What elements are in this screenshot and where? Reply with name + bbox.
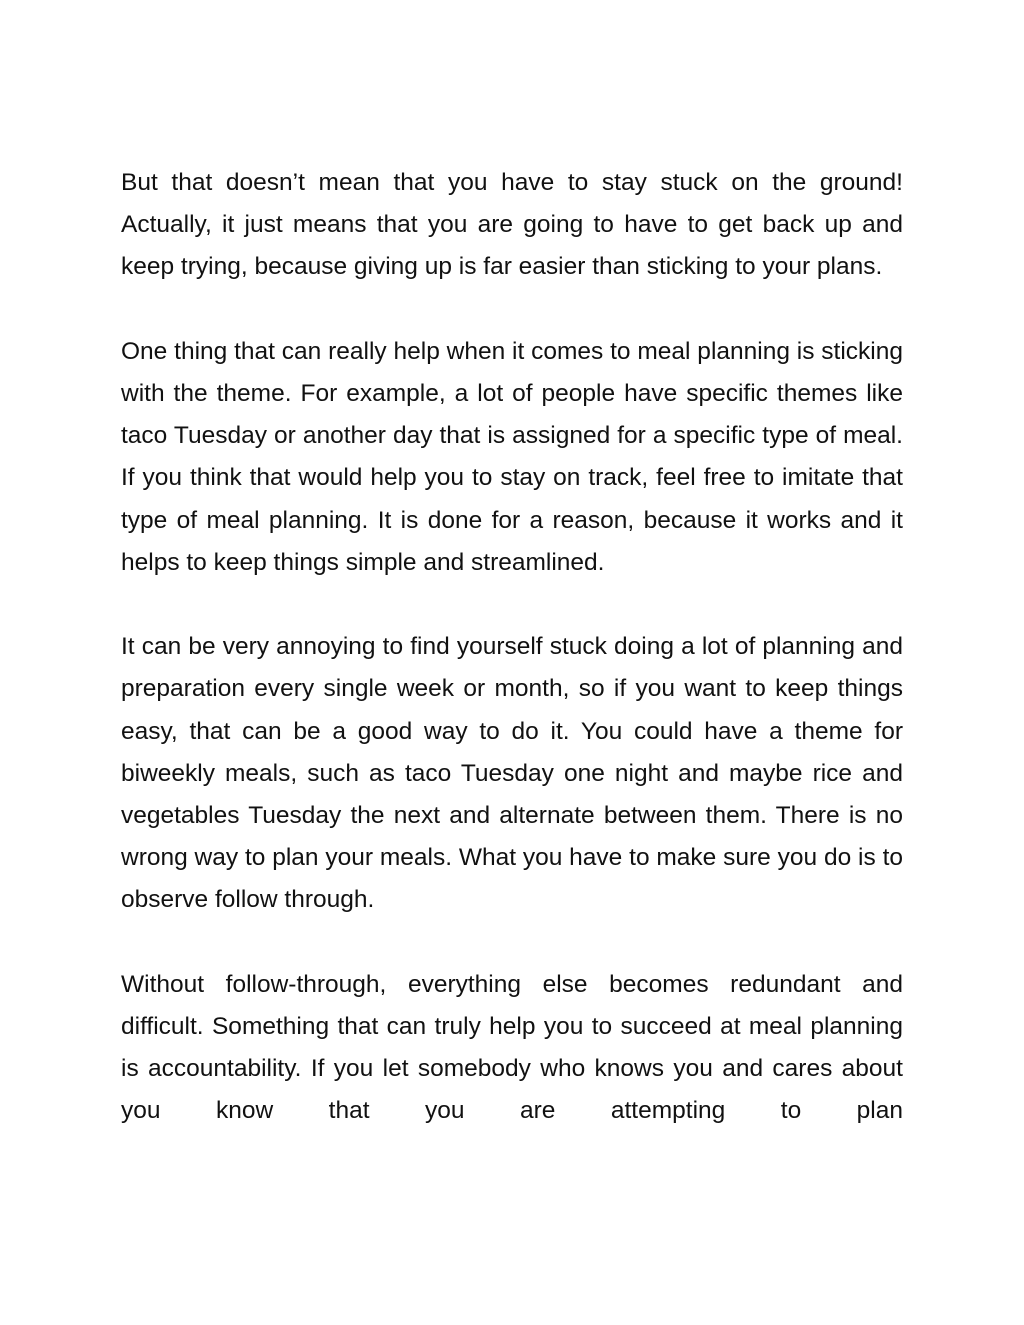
paragraph-2: One thing that can really help when it comes to meal planning is sticking with the theme. For example, a lot of people have specific themes like taco Tuesday or another day that is assigned for a specific type of meal. If you think that would help you to stay on track, feel free to imitate that type of meal planning. It is done for a reason, because it works and it helps to keep things simple and streamlined. bbox=[121, 337, 903, 576]
paragraph-1: But that doesn’t mean that you have to stay stuck on the ground! Actually, it just means that you are going to have to get back up and keep trying, because giving up is far easier than sticking to your plans. bbox=[121, 169, 903, 281]
paragraph-4: Without follow-through, everything else becomes redundant and difficult. Something that can truly help you to succeed at meal planning is accountability. If you let somebody who knows you and cares about you know that you are attempting to plan bbox=[121, 970, 903, 1125]
paragraph-3: It can be very annoying to find yourself stuck doing a lot of planning and preparation every single week or month, so if you want to keep things easy, that can be a good way to do it. You could have a theme for biweekly meals, such as taco Tuesday one night and maybe rice and vegetables Tuesday the next and alternate between them. There is no wrong way to plan your meals. What you have to make sure you do is to observe follow through. bbox=[121, 633, 903, 914]
body-text bbox=[121, 162, 903, 1133]
